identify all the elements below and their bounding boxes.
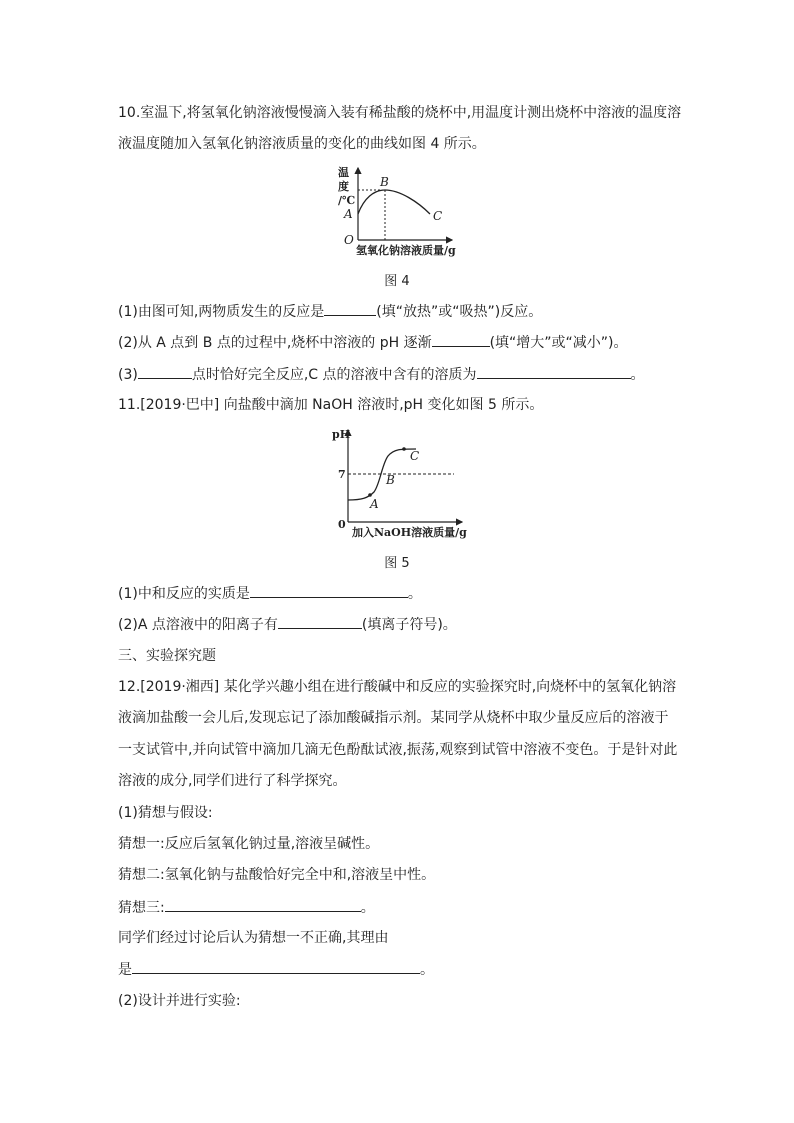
q12-reason-2-text-b: 。 [420,962,434,978]
q12-guess-1: 猜想一:反应后氢氧化钠过量,溶液呈碱性。 [118,836,380,852]
q11-sub-2-text-b: (填离子符号)。 [361,617,457,633]
point-b-label: B [386,473,395,487]
q12-line-4: 溶液的成分,同学们进行了科学探究。 [118,773,347,789]
q10-sub-1-text-b: (填“放热”或“吸热”)反应。 [376,304,543,320]
q10-sub-3-text-b: 点时恰好完全反应,C 点的溶液中含有的溶质为 [191,367,477,383]
tick-label-7: 7 [338,468,346,481]
q10-line-1: 10.室温下,将氢氧化钠溶液慢慢滴入装有稀盐酸的烧杯中,用温度计测出烧杯中溶液的温度溶 [118,105,682,121]
q10-sub-2 [118,332,628,353]
answer-blank[interactable] [250,583,408,598]
q12-sub-2: (2)设计并进行实验: [118,993,241,1009]
q12-reason-2 [118,959,434,980]
answer-blank[interactable] [432,332,490,347]
q12-line-3: 一支试管中,并向试管中滴加几滴无色酚酞试液,振荡,观察到试管中溶液不变色。于是针对此 [118,742,678,758]
q11-sub-2-text-a: (2)A 点溶液中的阳离子有 [118,617,278,633]
point-b-label: B [380,175,389,189]
q10-sub-2-text-b: (填“增大”或“减小”)。 [489,335,628,351]
q10-sub-1 [118,301,542,322]
y-axis-label-3: /℃ [338,194,356,207]
q12-line-1: 12.[2019·湘西] 某化学兴趣小组在进行酸碱中和反应的实验探究时,向烧杯中的氢氧化钠溶 [118,679,677,695]
section-heading: 三、实验探究题 [118,648,216,664]
origin-label: 0 [338,518,346,531]
q10-sub-3-text-c: 。 [630,367,645,383]
point-c-label: C [433,209,443,223]
figure-4-caption: 图 4 [384,274,410,289]
q11-sub-1 [118,583,422,604]
figure-5-ph-curve [330,424,470,540]
y-axis-label-2: 度 [338,180,349,193]
q12-reason-1: 同学们经过讨论后认为猜想一不正确,其理由 [118,930,389,946]
q11-sub-1-text-a: (1)中和反应的实质是 [118,586,250,602]
x-axis-label: 氢氧化钠溶液质量/g [356,244,456,257]
q10-sub-2-text-a: (2)从 A 点到 B 点的过程中,烧杯中溶液的 pH 逐渐 [118,335,432,351]
point-c-marker [402,447,406,451]
q11-sub-2 [118,614,457,635]
q11-sub-1-text-b: 。 [407,586,422,602]
q10-sub-1-text-a: (1)由图可知,两物质发生的反应是 [118,304,325,320]
answer-blank[interactable] [278,614,362,629]
q12-guess-3-text-a: 猜想三: [118,900,165,916]
point-c-label: C [410,449,420,463]
figure-5-caption: 图 5 [384,556,410,571]
q12-guess-2: 猜想二:氢氧化钠与盐酸恰好完全中和,溶液呈中性。 [118,867,436,883]
point-a-label: A [370,497,379,511]
answer-blank[interactable] [477,364,631,379]
answer-blank[interactable] [165,897,361,912]
q10-line-2: 液温度随加入氢氧化钠溶液质量的变化的曲线如图 4 所示。 [118,136,486,152]
q11-stem: 11.[2019·巴中] 向盐酸中滴加 NaOH 溶液时,pH 变化如图 5 所示。 [118,397,544,413]
q12-reason-2-text-a: 是 [118,962,132,978]
q12-sub-1: (1)猜想与假设: [118,805,213,821]
origin-label: O [344,233,354,247]
q10-sub-3 [118,364,645,385]
figure-4-temperature-curve [330,160,460,260]
temperature-curve [358,190,430,214]
q12-guess-3-text-b: 。 [360,900,375,916]
y-axis-label: pH [332,428,351,441]
y-axis-label-1: 温 [338,166,349,179]
answer-blank[interactable] [132,959,420,974]
q12-line-2: 液滴加盐酸一会儿后,发现忘记了添加酸碱指示剂。某同学从烧杯中取少量反应后的溶液于 [118,710,669,726]
answer-blank[interactable] [138,364,192,379]
q12-guess-3 [118,897,375,918]
q10-sub-3-text-a: (3) [118,367,138,383]
x-axis-label: 加入NaOH溶液质量/g [352,526,467,539]
answer-blank[interactable] [324,301,376,316]
point-a-label: A [344,207,353,221]
